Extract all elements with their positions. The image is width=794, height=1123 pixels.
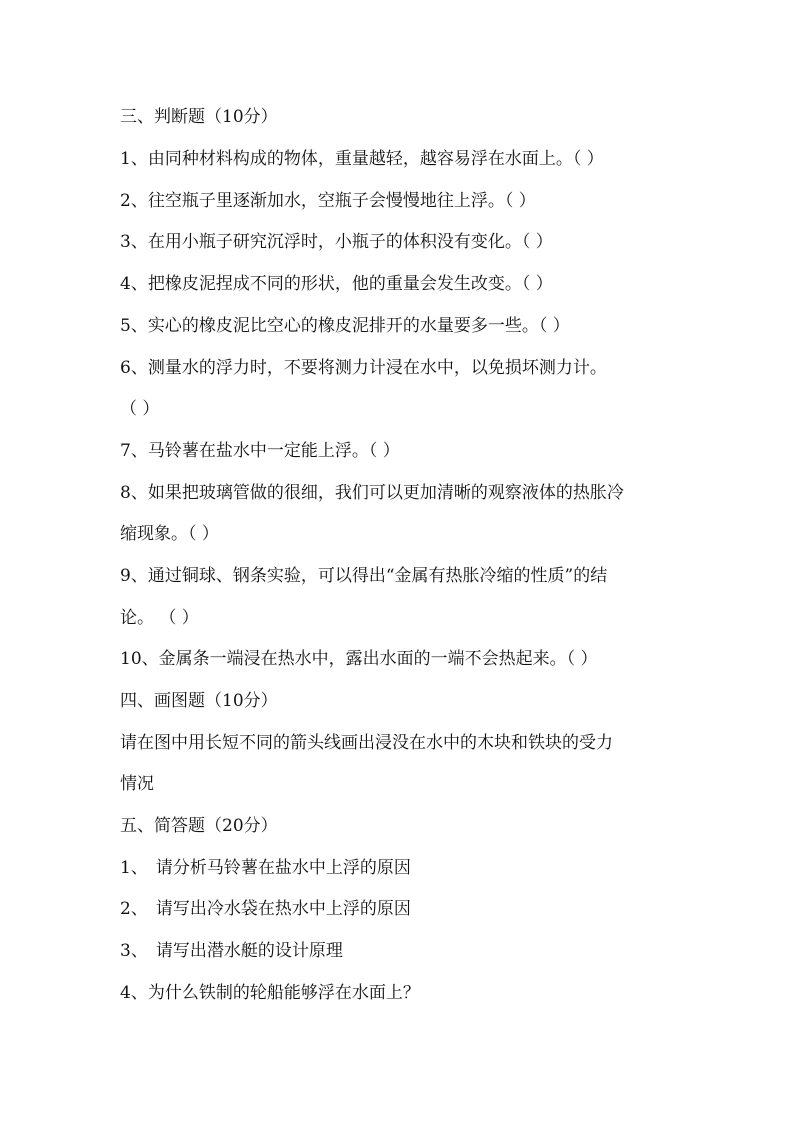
section-3-heading: 三、判断题（10分） bbox=[120, 107, 278, 127]
item-number: 2、 bbox=[120, 899, 148, 919]
item-text: 请写出冷水袋在热水中上浮的原因 bbox=[155, 899, 411, 919]
judgment-item-3: 3、在用小瓶子研究沉浮时，小瓶子的体积没有变化。（ ） bbox=[120, 232, 553, 252]
drawing-instruction-cont: 情况 bbox=[120, 774, 154, 794]
judgment-item-2: 2、往空瓶子里逐渐加水，空瓶子会慢慢地往上浮。（ ） bbox=[120, 191, 536, 211]
judgment-item-6-answer: （ ） bbox=[120, 399, 160, 419]
judgment-item-8: 8、如果把玻璃管做的很细，我们可以更加清晰的观察液体的热胀冷 bbox=[120, 483, 624, 503]
judgment-item-9: 9、通过铜球、钢条实验，可以得出“金属有热胀冷缩的性质”的结 bbox=[120, 566, 608, 586]
judgment-item-7: 7、马铃薯在盐水中一定能上浮。（ ） bbox=[120, 441, 400, 461]
judgment-item-6: 6、测量水的浮力时，不要将测力计浸在水中，以免损坏测力计。 bbox=[120, 358, 607, 378]
short-answer-item-4 bbox=[120, 981, 420, 1005]
section-5-heading: 五、简答题（20分） bbox=[120, 816, 278, 836]
judgment-item-10: 10、金属条一端浸在热水中，露出水面的一端不会热起来。（ ） bbox=[120, 649, 598, 669]
short-answer-item-3 bbox=[120, 939, 343, 963]
judgment-item-9-cont: 论。 （ ） bbox=[120, 608, 199, 628]
judgment-item-8-cont: 缩现象。（ ） bbox=[120, 524, 219, 544]
judgment-item-4: 4、把橡皮泥捏成不同的形状，他的重量会发生改变。（ ） bbox=[120, 274, 553, 294]
item-text: 4、为什么铁制的轮船能够浮在水面上？ bbox=[120, 983, 420, 1003]
item-number: 3、 bbox=[120, 941, 148, 961]
judgment-item-1: 1、由同种材料构成的物体，重量越轻，越容易浮在水面上。（ ） bbox=[120, 149, 604, 169]
short-answer-item-1 bbox=[120, 856, 411, 880]
item-text: 请分析马铃薯在盐水中上浮的原因 bbox=[155, 858, 411, 878]
item-text: 请写出潜水艇的设计原理 bbox=[155, 941, 343, 961]
short-answer-item-2 bbox=[120, 897, 411, 921]
section-4-heading: 四、画图题（10分） bbox=[120, 691, 278, 711]
item-number: 1、 bbox=[120, 858, 148, 878]
judgment-item-5: 5、实心的橡皮泥比空心的橡皮泥排开的水量要多一些。（ ） bbox=[120, 316, 570, 336]
drawing-instruction: 请在图中用长短不同的箭头线画出浸没在水中的木块和铁块的受力 bbox=[120, 733, 613, 753]
